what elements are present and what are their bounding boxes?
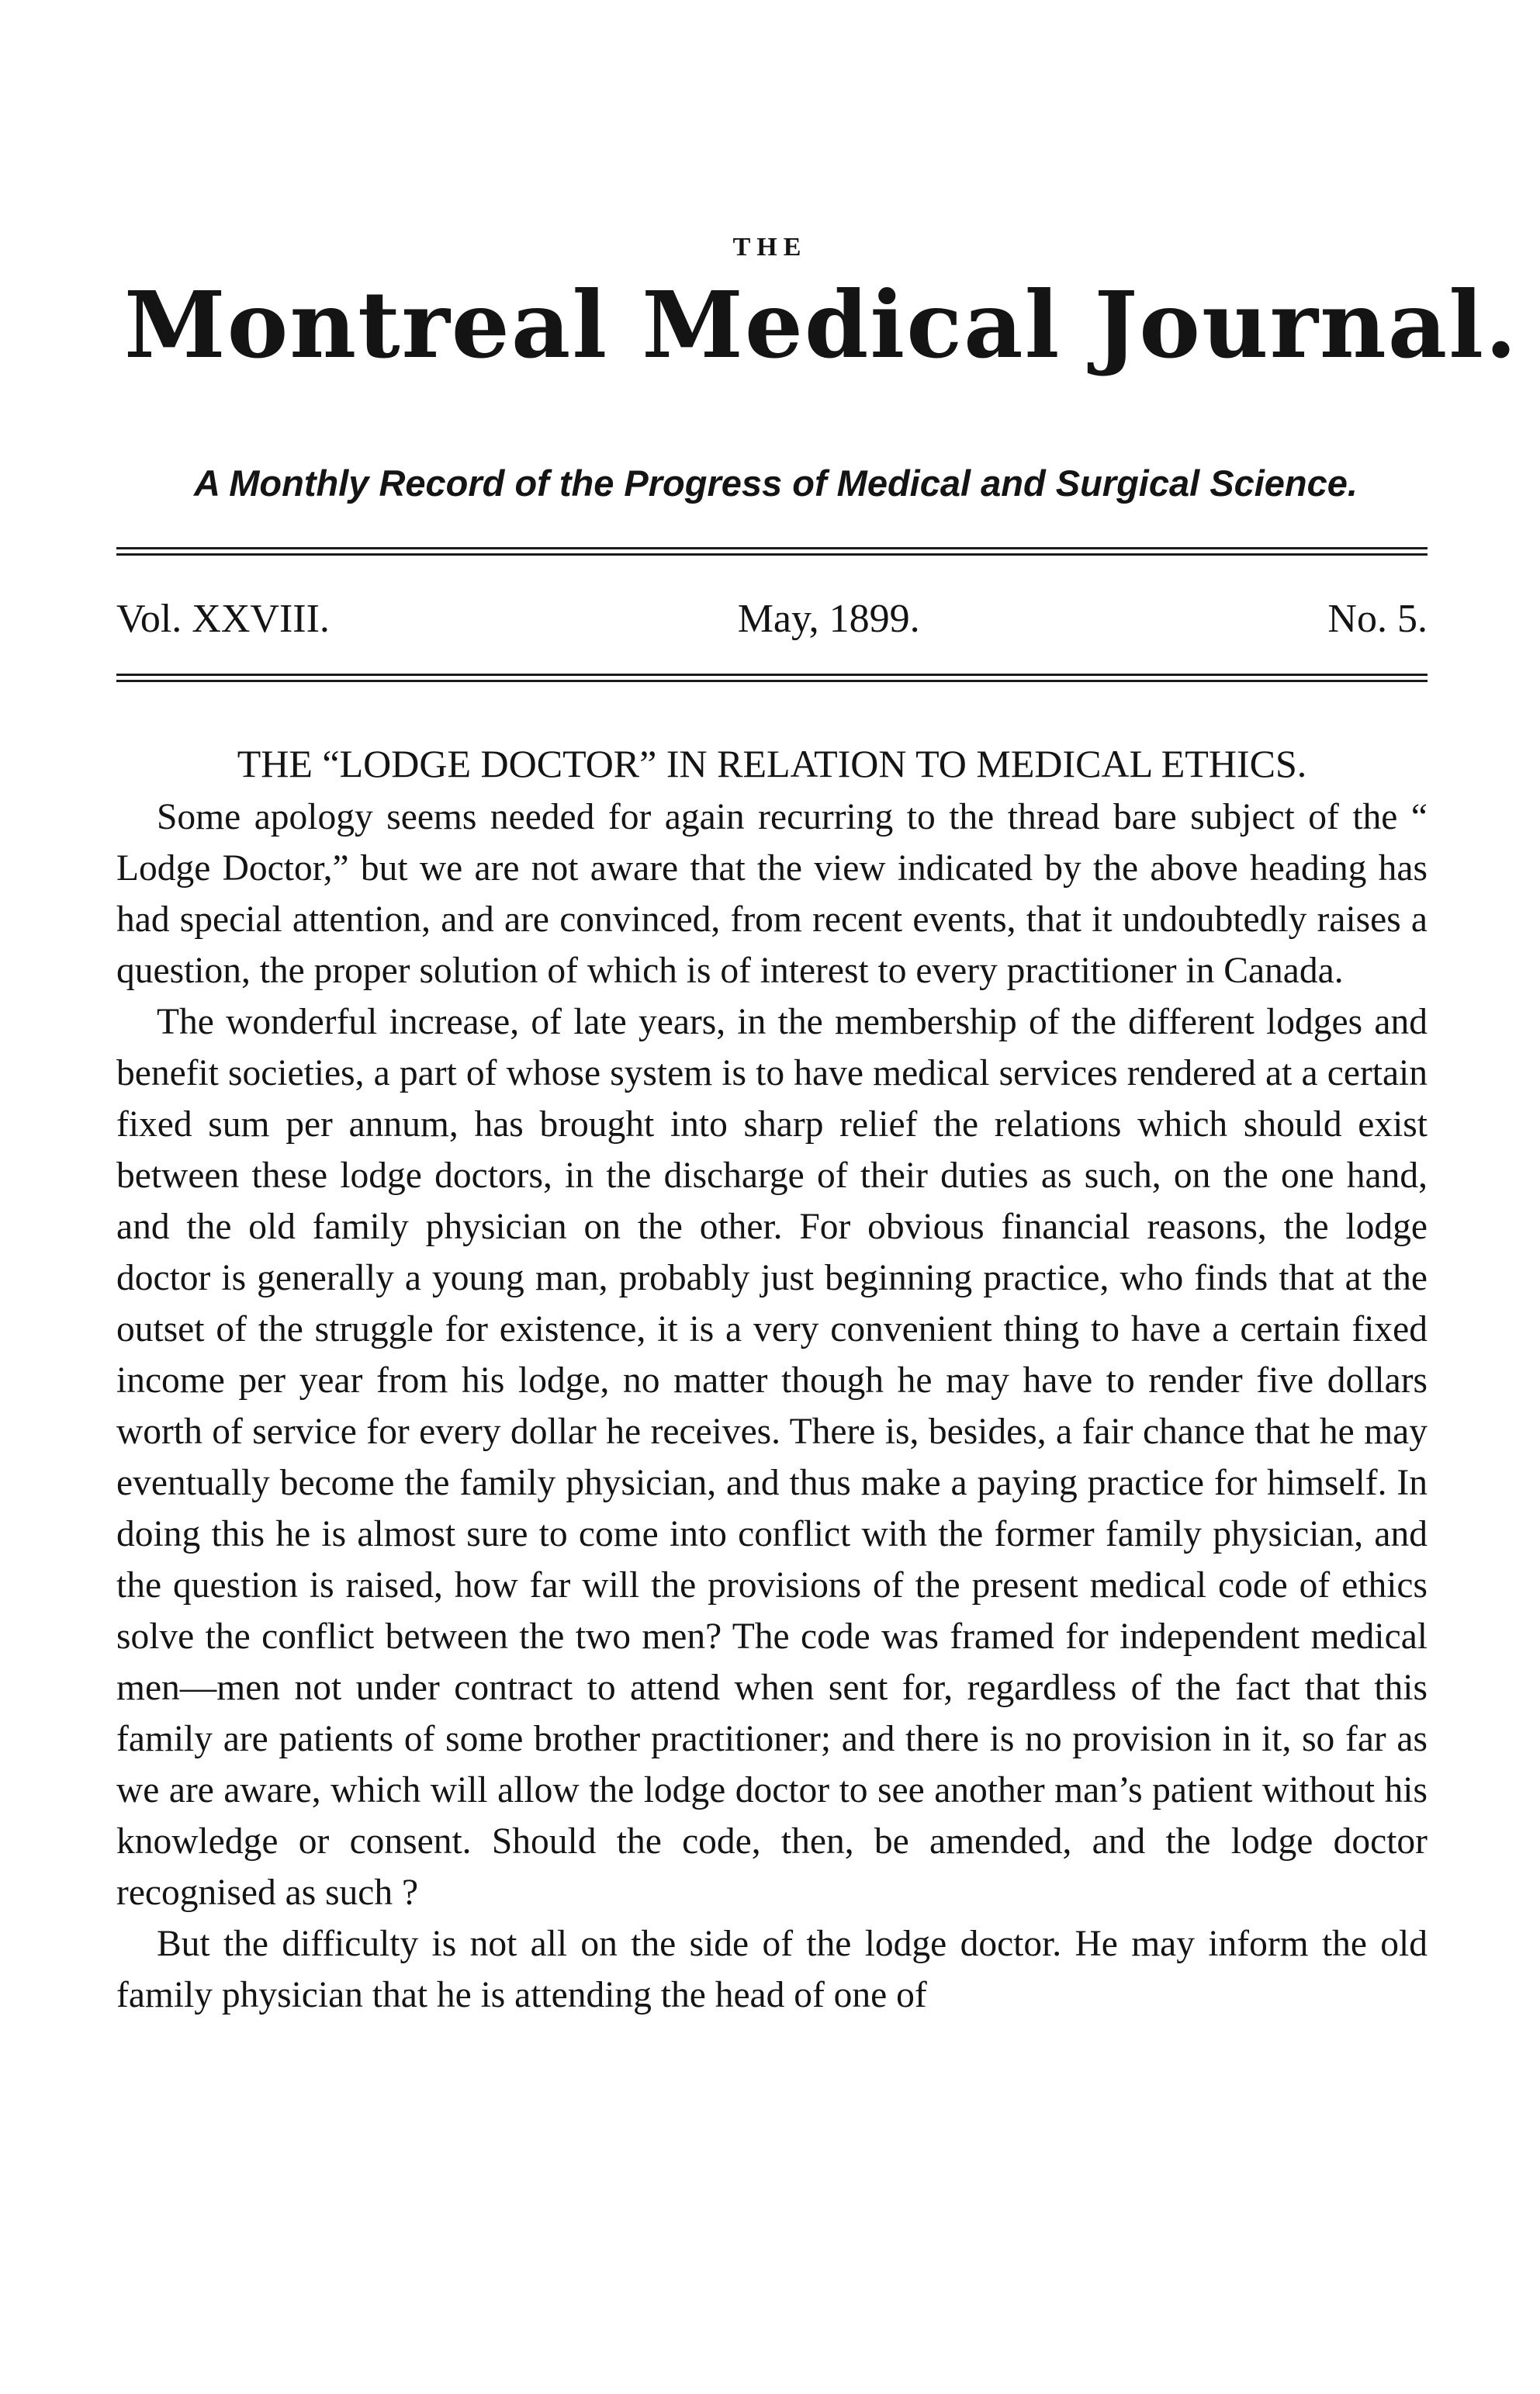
article-title: THE “LODGE DOCTOR” IN RELATION TO MEDICAL ETHICS.: [237, 742, 1307, 785]
article-paragraph: But the difficulty is not all on the side of the lodge doctor. He may inform the old family physician that he is attending the head of one of: [116, 1924, 1428, 2015]
journal-subtitle: A Monthly Record of the Progress of Medical and Surgical Science.: [194, 463, 1358, 504]
issue-date: May, 1899.: [737, 597, 920, 641]
journal-title: Montreal Medical Journal.: [124, 271, 1519, 379]
article-paragraph: Some apology seems needed for again recurring to the thread bare subject of the “ Lodge Doctor,” but we are not aware that the view indicated by the above heading has had special attention, and are convinced, from recent events, that it undoubtedly raises a question, the proper solution of which is of interest to every practitioner in Canada.: [116, 797, 1428, 991]
double-rule-divider: [116, 674, 1428, 682]
volume-label: Vol. XXVIII.: [116, 597, 330, 641]
double-rule-divider: [116, 547, 1428, 556]
issue-info-row: [116, 596, 1428, 643]
masthead-the-label: THE: [732, 233, 808, 262]
issue-number: No. 5.: [1327, 597, 1428, 641]
article-paragraph: The wonderful increase, of late years, in the membership of the different lodges and benefit societies, a part of whose system is to have medical services rendered at a certain fixed sum per annum, has brought into sharp relief the relations which should exist between these lodge doctors, in the discharge of their duties as such, on the one hand, and the old family physician on the other. For obvious financial reasons, the lodge doctor is generally a young man, probably just beginning practice, who finds that at the outset of the struggle for existence, it is a very convenient thing to have a certain fixed income per year from his lodge, no matter though he may have to render five dollars worth of service for every dollar he receives. There is, besides, a fair chance that he may eventually become the family physician, and thus make a paying practice for himself. In doing this he is almost sure to come into conflict with the former family physician, and the question is raised, how far will the provisions of the present medical code of ethics solve the conflict between the two men? The code was framed for independent medical men—men not under contract to attend when sent for, regardless of the fact that this family are patients of some brother practitioner; and there is no provision in it, so far as we are aware, which will allow the lodge doctor to see another man’s patient without his knowledge or consent. Should the code, then, be amended, and the lodge doctor recognised as such ?: [116, 1002, 1428, 1913]
article-body: [116, 792, 1428, 2021]
